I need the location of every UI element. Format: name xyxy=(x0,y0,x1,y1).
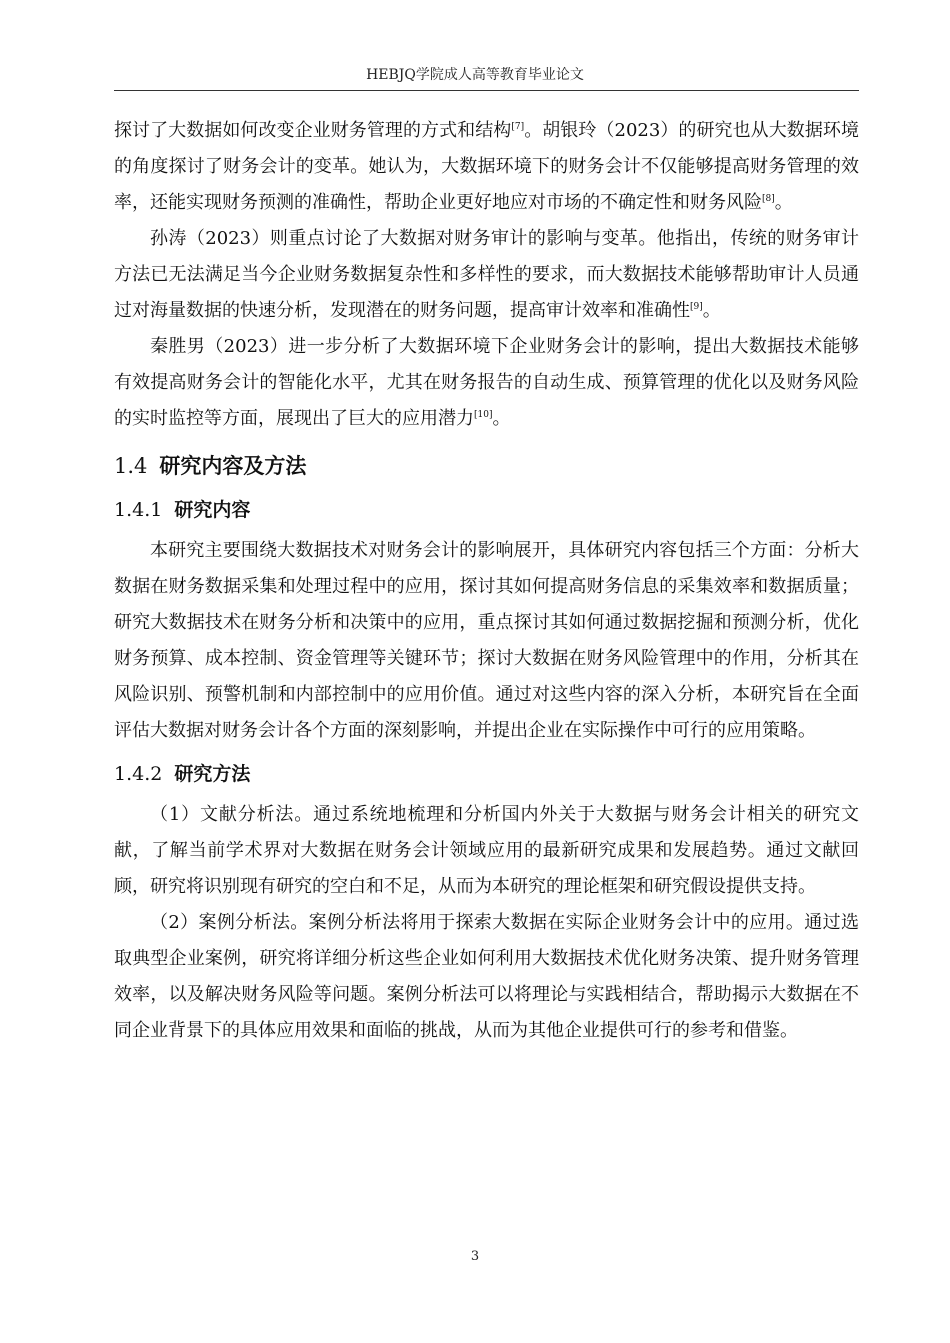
section-number: 1.4 xyxy=(114,454,148,478)
citation-ref: [9] xyxy=(690,302,703,312)
paragraph-text: 孙涛（2023）则重点讨论了大数据对财务审计的影响与变革。他指出，传统的财务审计方法已无法满足当今企业财务数据复杂性和多样性的要求，而大数据技术能够帮助审计人员通过对海量数据的快速分析，发现潜在的财务问题，提高审计效率和准确性 xyxy=(114,228,859,321)
paragraph-text: 。 xyxy=(702,300,721,321)
page-number: 3 xyxy=(470,1249,480,1264)
citation-ref: [8] xyxy=(762,194,775,204)
paragraph-research-content: 本研究主要围绕大数据技术对财务会计的影响展开，具体研究内容包括三个方面：分析大数据在财务数据采集和处理过程中的应用，探讨其如何提高财务信息的采集效率和数据质量；研究大数据技术在财务分析和决策中的应用，重点探讨其如何通过数据挖掘和预测分析，优化财务预算、成本控制、资金管理等关键环节；探讨大数据在财务风险管理中的作用，分析其在风险识别、预警机制和内部控制中的应用价值。通过对这些内容的深入分析，本研究旨在全面评估大数据对财务会计各个方面的深刻影响，并提出企业在实际操作中可行的应用策略。 xyxy=(114,540,859,741)
page-body xyxy=(114,113,859,1049)
section-title: 研究方法 xyxy=(174,763,251,785)
section-number: 1.4.1 xyxy=(114,499,163,521)
section-heading-1-4 xyxy=(114,447,859,485)
paragraph-case-method: （2）案例分析法。案例分析法将用于探索大数据在实际企业财务会计中的应用。通过选取典型企业案例，研究将详细分析这些企业如何利用大数据技术优化财务决策、提升财务管理效率，以及解决财务风险等问题。案例分析法可以将理论与实践相结合，帮助揭示大数据在不同企业背景下的具体应用效果和面临的挑战，从而为其他企业提供可行的参考和借鉴。 xyxy=(114,912,859,1041)
citation-ref: [10] xyxy=(474,410,493,420)
paragraph-text: 秦胜男（2023）进一步分析了大数据环境下企业财务会计的影响，提出大数据技术能够有效提高财务会计的智能化水平，尤其在财务报告的自动生成、预算管理的优化以及财务风险的实时监控等方面，展现出了巨大的应用潜力 xyxy=(114,336,859,429)
header-rule xyxy=(114,90,859,91)
paragraph-text: 。 xyxy=(774,192,793,213)
section-heading-1-4-1 xyxy=(114,491,859,529)
section-title: 研究内容及方法 xyxy=(159,454,307,478)
paragraph-text: 探讨了大数据如何改变企业财务管理的方式和结构 xyxy=(114,120,512,141)
section-number: 1.4.2 xyxy=(114,763,163,785)
paragraph-text: 。胡银玲（2023）的研究也从大数据环境的角度探讨了财务会计的变革。她认为，大数据环境下的财务会计不仅能够提高财务管理的效率，还能实现财务预测的准确性，帮助企业更好地应对市场的不确定性和财务风险 xyxy=(114,120,859,213)
paragraph-continued xyxy=(114,113,859,221)
section-heading-1-4-2 xyxy=(114,755,859,793)
running-header: HEBJQ学院成人高等教育毕业论文 xyxy=(366,67,584,83)
paragraph-qin-shengnan xyxy=(114,329,859,437)
citation-ref: [7] xyxy=(511,122,525,132)
paragraph-text: 。 xyxy=(492,408,511,429)
section-title: 研究内容 xyxy=(174,499,251,521)
paragraph-sun-tao xyxy=(114,221,859,329)
paragraph-literature-method: （1）文献分析法。通过系统地梳理和分析国内外关于大数据与财务会计相关的研究文献，了解当前学术界对大数据在财务会计领域应用的最新研究成果和发展趋势。通过文献回顾，研究将识别现有研究的空白和不足，从而为本研究的理论框架和研究假设提供支持。 xyxy=(114,804,859,897)
